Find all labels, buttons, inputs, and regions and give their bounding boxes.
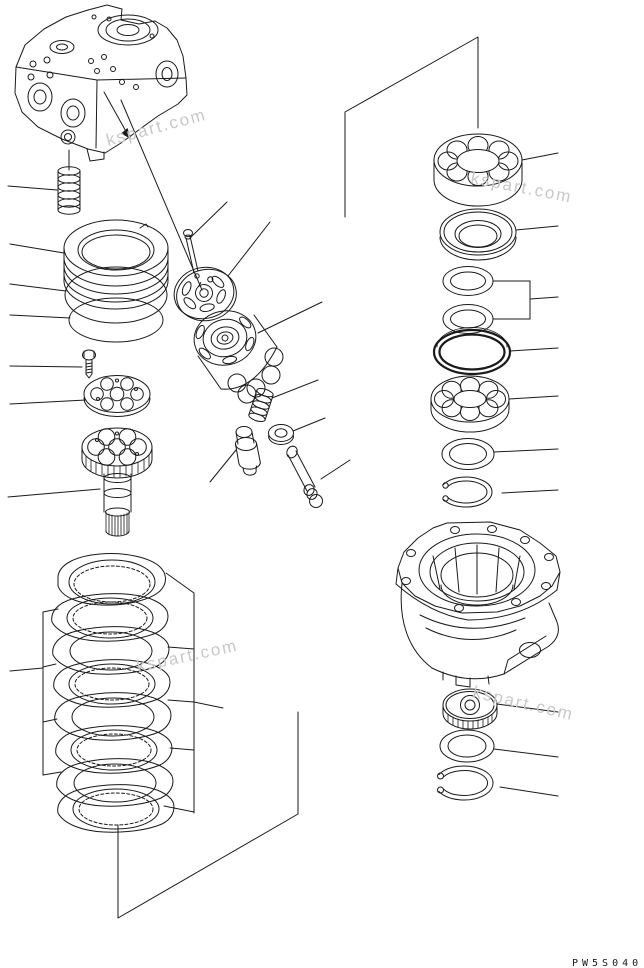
drawing-code: PW5S040 xyxy=(572,958,643,968)
oil-seal xyxy=(440,209,516,260)
o-ring-second xyxy=(69,298,163,342)
swing-machinery-case xyxy=(396,522,560,687)
hex-bolt xyxy=(83,350,96,378)
coil-spring-large xyxy=(58,167,80,214)
cylinder-block xyxy=(189,305,283,403)
watermark-text: kspart.com xyxy=(134,635,240,676)
coil-spring-small xyxy=(248,387,274,423)
friction-plate xyxy=(58,785,174,833)
valve-plate xyxy=(169,261,241,326)
retainer-plate-7-hole xyxy=(84,376,150,417)
bearing-group-bracket xyxy=(345,37,478,217)
motor-head-assembly xyxy=(15,5,187,170)
ball-bearing-small xyxy=(431,376,509,432)
friction-plate-stack xyxy=(52,594,174,833)
friction-plate xyxy=(56,726,172,774)
bushing-pin xyxy=(236,427,261,476)
watermark-text: kspart.com xyxy=(471,682,576,725)
friction-plate xyxy=(52,594,168,642)
long-pin xyxy=(285,444,323,507)
washer-plain xyxy=(442,439,494,470)
backup-ring-thick xyxy=(434,328,510,375)
cylinder-barrel-with-shaft xyxy=(82,428,152,536)
snap-ring-bottom xyxy=(438,766,494,800)
washer-pair xyxy=(443,267,493,334)
washer-small xyxy=(269,425,294,445)
watermark-text: kspart.com xyxy=(469,168,575,207)
watermark-text: kspart.com xyxy=(104,104,209,150)
brake-piston-ring xyxy=(64,220,168,309)
watermarks xyxy=(104,105,576,724)
ring-gear xyxy=(58,554,166,606)
o-ring-large xyxy=(65,267,167,323)
plate-stack-brackets xyxy=(43,573,298,918)
washer-bottom xyxy=(440,730,494,762)
snap-ring xyxy=(443,477,492,507)
